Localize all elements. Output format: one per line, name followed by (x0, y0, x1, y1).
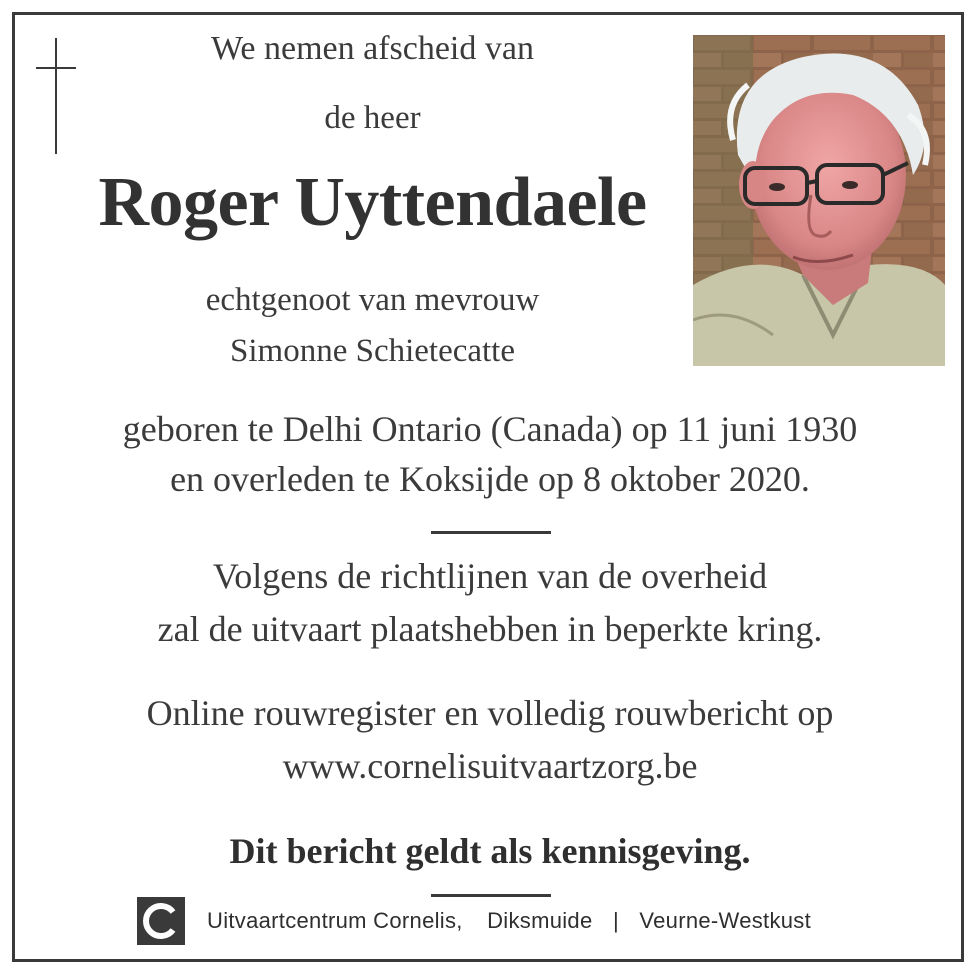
spouse-line-2: Simonne Schietecatte (230, 333, 515, 369)
deceased-name: Roger Uyttendaele (98, 164, 647, 241)
birth-line: geboren te Delhi Ontario (Canada) op 11 juni 1930 (122, 409, 858, 449)
website-link[interactable]: www.cornelisuitvaartzorg.be (282, 746, 698, 786)
location-diksmuide: Diksmuide (487, 908, 593, 933)
online-register-line: Online rouwregister en volledig rouwbericht op (146, 693, 834, 733)
funeral-line-1: Volgens de richtlijnen van de overheid (212, 556, 768, 596)
funeral-line-2: zal de uitvaart plaatshebben in beperkte kring. (157, 609, 823, 649)
footer-separator: | (612, 908, 619, 933)
location-veurne: Veurne-Westkust (639, 908, 811, 933)
cornelis-logo-icon (137, 897, 185, 945)
title-prefix: de heer (324, 100, 421, 136)
portrait-illustration (693, 35, 945, 366)
company-name: Uitvaartcentrum Cornelis, (207, 908, 463, 933)
footer (137, 897, 811, 945)
divider-1 (431, 531, 551, 534)
intro-text: We nemen afscheid van (211, 30, 534, 67)
death-line: en overleden te Koksijde op 8 oktober 2020. (170, 459, 810, 499)
portrait-photo (693, 35, 945, 366)
closing-notice: Dit bericht geldt als kennisgeving. (229, 831, 751, 871)
footer-text (207, 908, 811, 934)
spouse-line-1: echtgenoot van mevrouw (205, 282, 540, 318)
